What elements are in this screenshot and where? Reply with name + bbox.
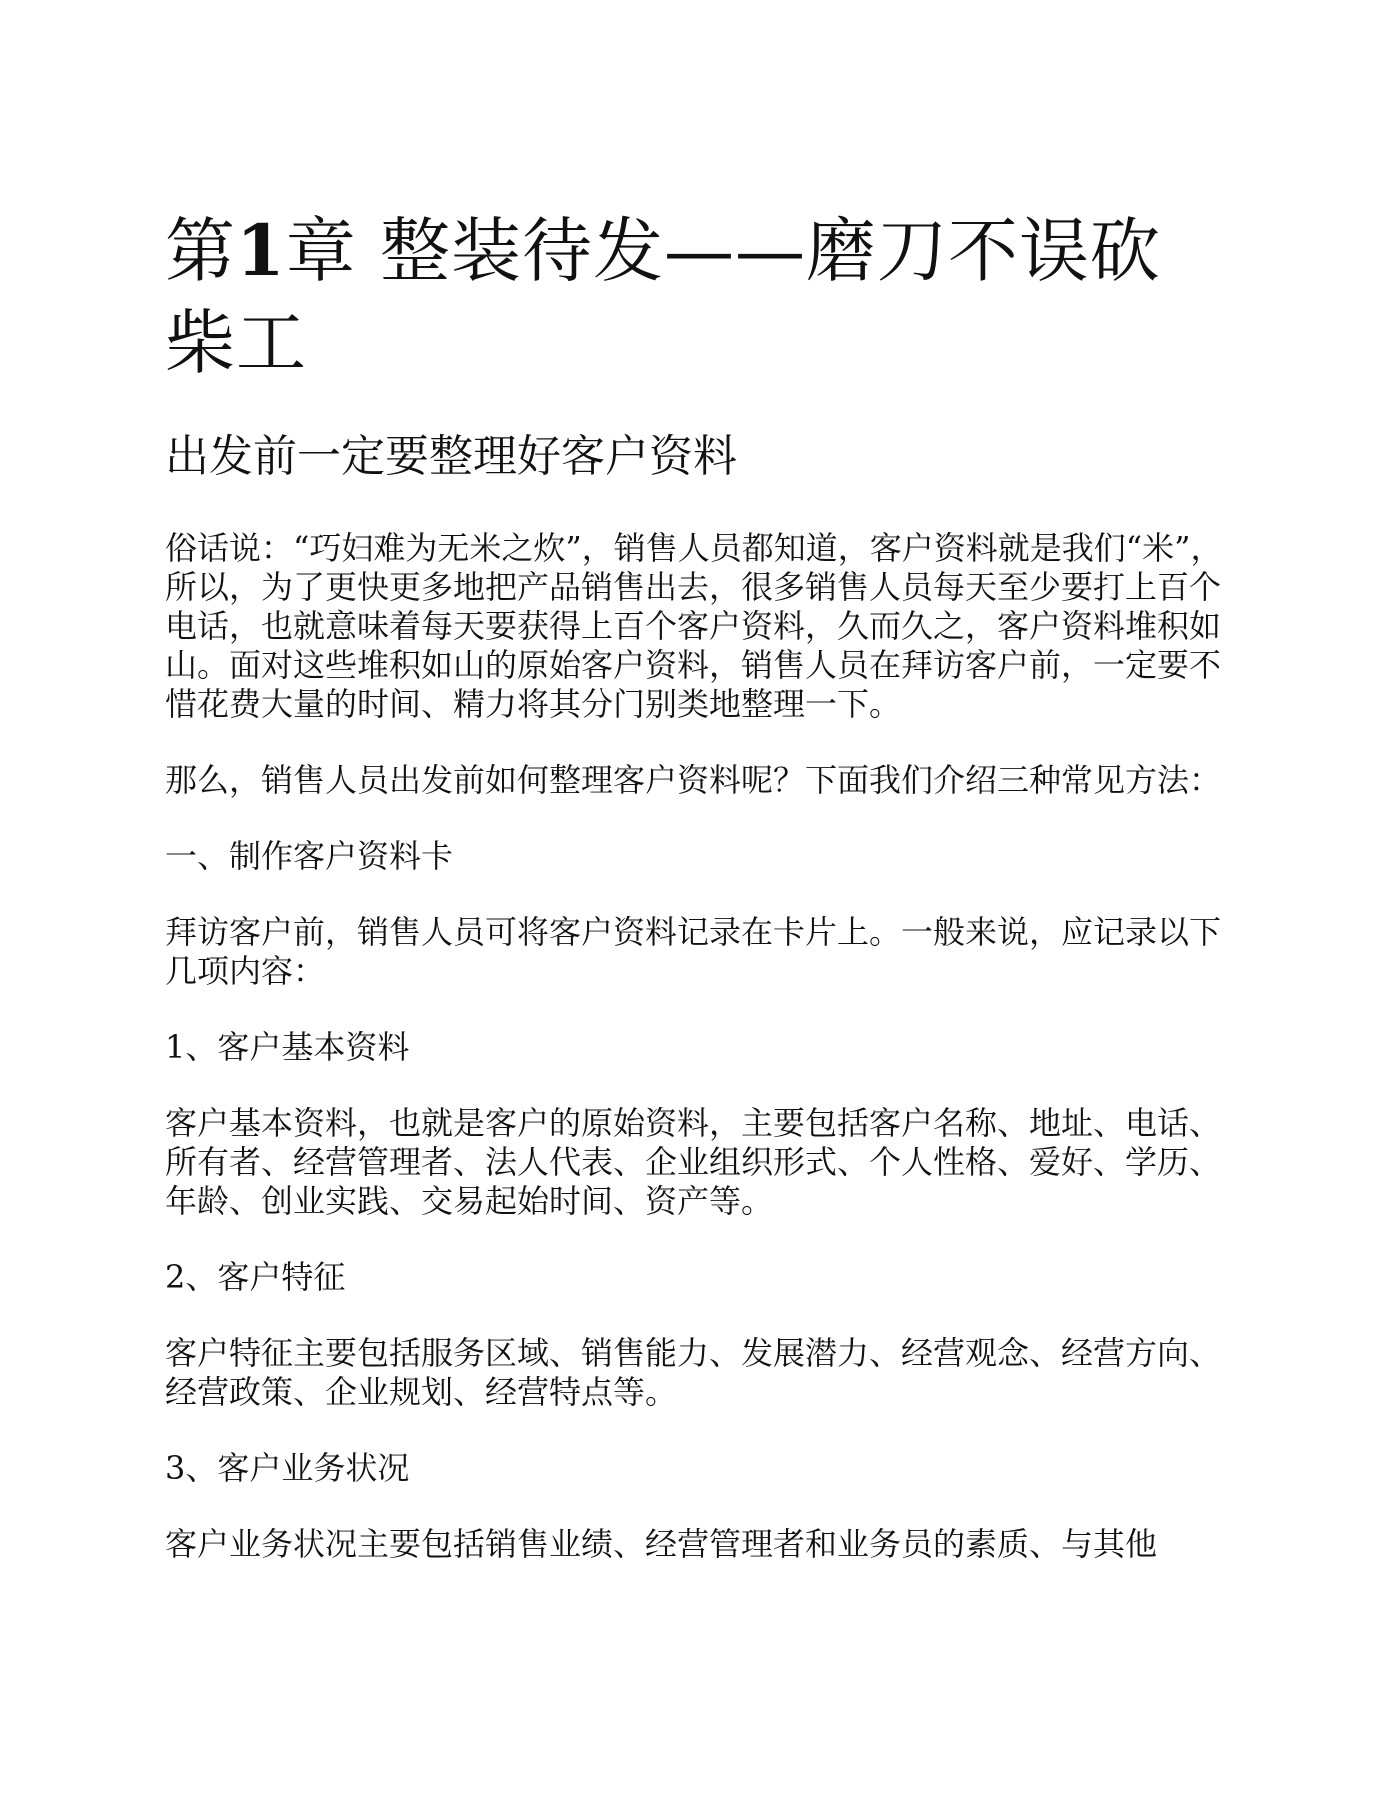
card-intro-paragraph: 拜访客户前，销售人员可将客户资料记录在卡片上。一般来说，应记录以下几项内容： bbox=[165, 913, 1222, 990]
item-two-heading: 2、客户特征 bbox=[165, 1258, 346, 1296]
business-status-paragraph: 客户业务状况主要包括销售业绩、经营管理者和业务员的素质、与其他 bbox=[165, 1525, 1158, 1563]
item-three-heading: 3、客户业务状况 bbox=[165, 1449, 410, 1487]
chapter-title-number: 1 bbox=[236, 209, 286, 292]
chapter-title-rest: 章 整装待发——磨刀不误砍柴工 bbox=[165, 210, 1161, 384]
chapter-title-prefix: 第 bbox=[165, 210, 236, 292]
intro-paragraph: 俗话说：“巧妇难为无米之炊”，销售人员都知道，客户资料就是我们“米”，所以，为了更快更多地把产品销售出去，很多销售人员每天至少要打上百个电话，也就意味着每天要获得上百个客户资料，久而久之，客户资料堆积如山。面对这些堆积如山的原始客户资料，销售人员在拜访客户前，一定要不惜花费大量的时间、精力将其分门别类地整理一下。 bbox=[165, 529, 1223, 723]
chapter-title bbox=[165, 205, 1225, 389]
document-page bbox=[165, 205, 1225, 1564]
method-one-heading: 一、制作客户资料卡 bbox=[165, 837, 454, 875]
section-title: 出发前一定要整理好客户资料 bbox=[165, 431, 737, 482]
features-paragraph: 客户特征主要包括服务区域、销售能力、发展潜力、经营观念、经营方向、经营政策、企业规划、经营特点等。 bbox=[165, 1334, 1222, 1411]
methods-intro-paragraph: 那么，销售人员出发前如何整理客户资料呢？下面我们介绍三种常见方法： bbox=[165, 761, 1222, 799]
item-one-heading: 1、客户基本资料 bbox=[165, 1028, 410, 1066]
basic-info-paragraph: 客户基本资料，也就是客户的原始资料，主要包括客户名称、地址、电话、所有者、经营管理者、法人代表、企业组织形式、个人性格、爱好、学历、年龄、创业实践、交易起始时间、资产等。 bbox=[165, 1104, 1222, 1220]
